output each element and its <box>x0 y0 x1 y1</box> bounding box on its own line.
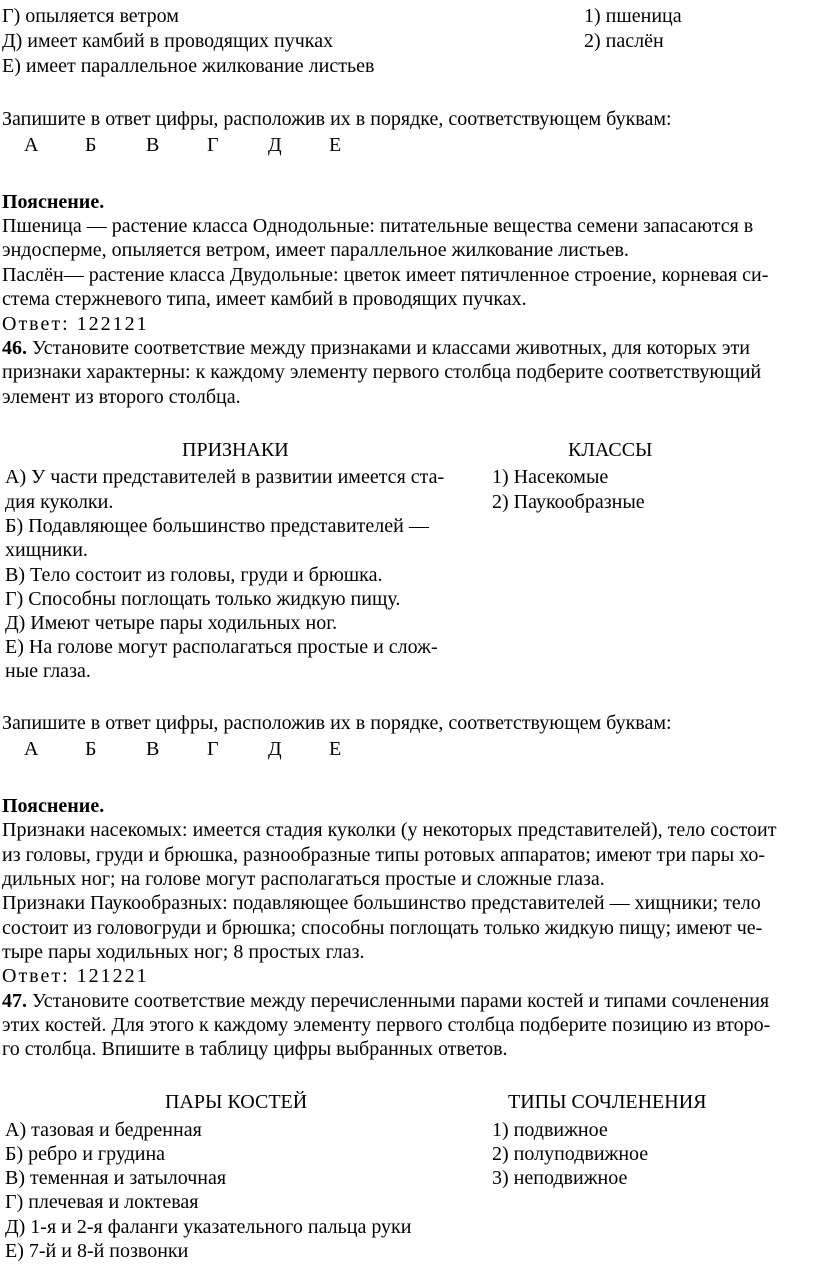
list-item: 3) неподвижное <box>492 1167 628 1189</box>
list-item: Г) плечевая и локтевая <box>5 1191 199 1213</box>
question-46-line <box>2 336 750 360</box>
list-item: 2) полуподвижное <box>492 1143 649 1165</box>
question-46-line: элемент из второго столбца. <box>2 386 241 408</box>
answer-letters <box>24 737 390 761</box>
list-item: А) тазовая и бедренная <box>5 1119 202 1141</box>
list-item: В) теменная и затылочная <box>5 1167 227 1189</box>
question-number: 46. <box>2 337 27 359</box>
answer-letter: Б <box>85 134 97 156</box>
explanation-heading: Пояснение. <box>2 795 105 817</box>
answer-letter: Д <box>268 738 282 760</box>
question-47-line <box>2 989 769 1013</box>
list-item: Г) Способны поглощать только жидкую пищу. <box>5 588 401 610</box>
explanation-line: из головы, груди и брюшка, разнообразные типы ротовых аппаратов; имеют три пары хо- <box>2 844 766 866</box>
answer-letter: А <box>24 134 39 156</box>
answer-letters <box>24 133 390 157</box>
list-item: А) У части представителей в развитии имеется ста- <box>5 466 445 488</box>
list-item: Е) 7-й и 8-й позвонки <box>5 1240 189 1262</box>
answer-letter: А <box>24 738 39 760</box>
explanation-line: состоит из головогруди и брюшка; способны поглощать только жидкую пищу; имеют че- <box>2 917 763 939</box>
list-item: Б) ребро и грудина <box>5 1143 166 1165</box>
explanation-line: Признаки насекомых: имеется стадия куколки (у некоторых представителей), тело состоит <box>2 819 777 841</box>
list-item: ные глаза. <box>5 660 91 682</box>
explanation-line: Паслён— растение класса Двудольные: цветок имеет пятичленное строение, корневая си- <box>2 264 769 286</box>
list-item: Д) 1-я и 2-я фаланги указательного пальца руки <box>5 1216 412 1238</box>
list-item: 1) подвижное <box>492 1119 608 1141</box>
answer-letter: В <box>146 738 160 760</box>
list-item: 1) Насекомые <box>492 466 609 488</box>
explanation-line: Признаки Паукообразных: подавляющее большинство представителей — хищники; тело <box>2 892 761 914</box>
question-text: Установите соответствие между перечисленными парами костей и типами сочленения <box>27 990 770 1012</box>
list-item: 2) паслён <box>584 30 664 52</box>
answer-letter: Е <box>329 738 342 760</box>
list-item: Е) имеет параллельное жилкование листьев <box>2 55 375 77</box>
list-item: хищники. <box>5 539 88 561</box>
list-item: В) Тело состоит из головы, груди и брюшка. <box>5 564 383 586</box>
column-header-left: ПАРЫ КОСТЕЙ <box>165 1091 308 1113</box>
list-item: Г) опыляется ветром <box>2 5 179 27</box>
answer-letter: Г <box>207 738 219 760</box>
answer-line: Ответ: 121221 <box>2 965 149 987</box>
answer-letter: Е <box>329 134 342 156</box>
column-header-left: ПРИЗНАКИ <box>182 439 289 461</box>
explanation-line: эндосперме, опыляется ветром, имеет параллельное жилкование листьев. <box>2 239 629 261</box>
list-item: дия куколки. <box>5 491 114 513</box>
answer-letter: Д <box>268 134 282 156</box>
answer-line: Ответ: 122121 <box>2 313 149 335</box>
list-item: 2) Паукообразные <box>492 491 645 513</box>
list-item: 1) пшеница <box>584 5 682 27</box>
explanation-line: тыре пары ходильных ног; 8 простых глаз. <box>2 941 365 963</box>
answer-letter: Г <box>207 134 219 156</box>
list-item: Б) Подавляющее большинство представителей — <box>5 515 429 537</box>
answer-letter: Б <box>85 738 97 760</box>
explanation-line: Пшеница — растение класса Однодольные: питательные вещества семени запасаются в <box>2 215 754 237</box>
question-number: 47. <box>2 990 27 1012</box>
answer-instruction: Запишите в ответ цифры, расположив их в порядке, соответствующем буквам: <box>2 712 672 734</box>
explanation-line: дильных ног; на голове могут располагаться простые и сложные глаза. <box>2 868 605 890</box>
question-46-line: признаки характерны: к каждому элементу первого столбца подберите соответствующий <box>2 361 762 383</box>
answer-instruction: Запишите в ответ цифры, расположив их в порядке, соответствующем буквам: <box>2 108 672 130</box>
explanation-line: стема стержневого типа, имеет камбий в проводящих пучках. <box>2 288 527 310</box>
explanation-heading: Пояснение. <box>2 191 105 213</box>
column-header-right: ТИПЫ СОЧЛЕНЕНИЯ <box>508 1091 707 1113</box>
column-header-right: КЛАССЫ <box>568 439 653 461</box>
list-item: Е) На голове могут располагаться простые и слож- <box>5 636 438 658</box>
question-text: Установите соответствие между признаками и классами животных, для которых эти <box>27 337 750 359</box>
list-item: Д) имеет камбий в проводящих пучках <box>2 30 334 52</box>
answer-letter: В <box>146 134 160 156</box>
question-47-line: го столбца. Впишите в таблицу цифры выбранных ответов. <box>2 1038 508 1060</box>
question-47-line: этих костей. Для этого к каждому элементу первого столбца подберите позицию из второ- <box>2 1014 771 1036</box>
list-item: Д) Имеют четыре пары ходильных ног. <box>5 612 338 634</box>
